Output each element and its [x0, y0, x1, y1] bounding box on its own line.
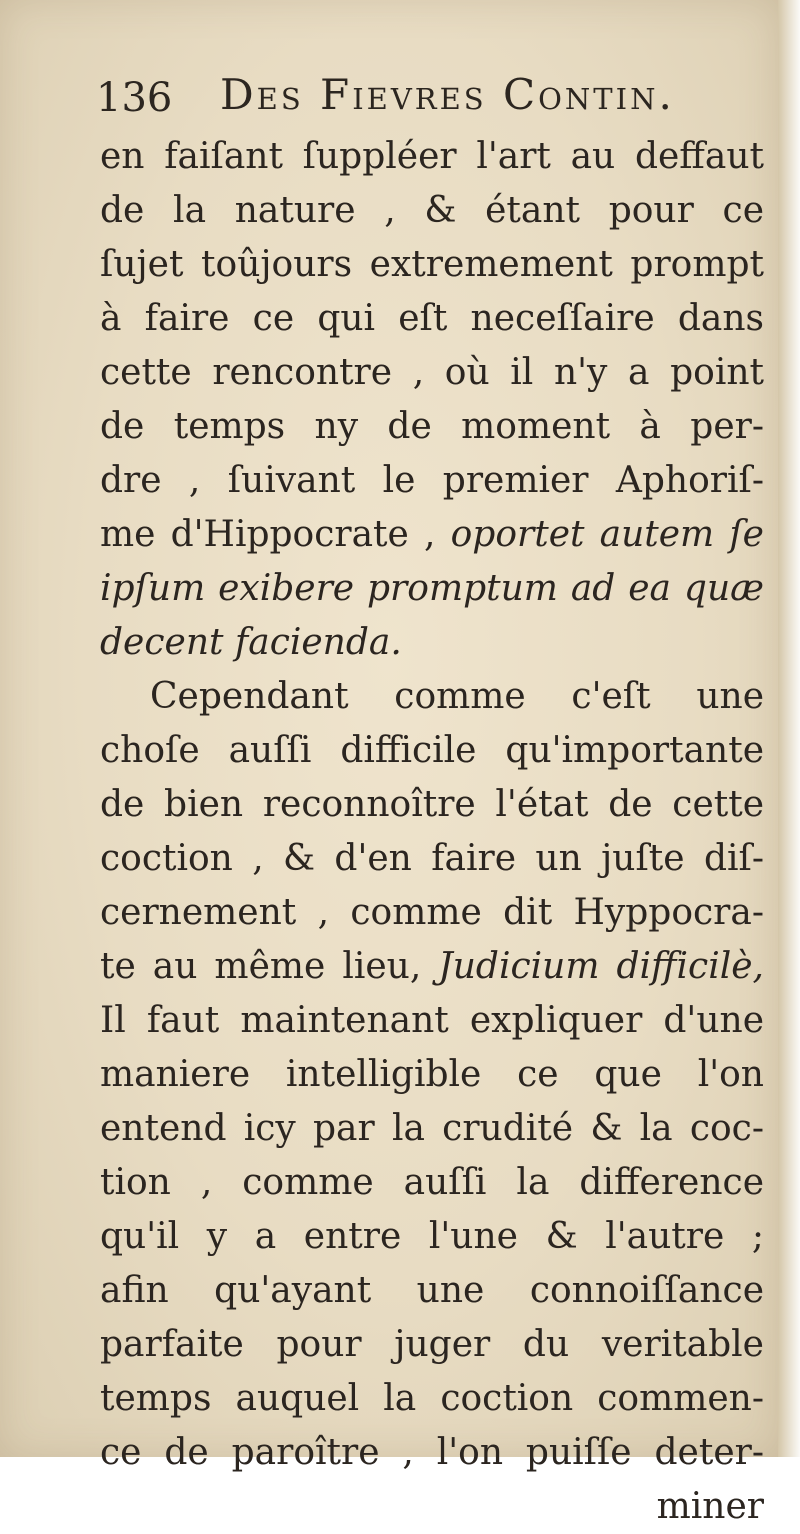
body-text — [100, 130, 764, 1534]
text-line: choſe auſſi difficile qu'importante — [100, 730, 764, 771]
text-line: afin qu'ayant une connoiſſance — [100, 1270, 764, 1311]
text-line-italic: ipſum exibere promptum ad ea quæ — [100, 568, 764, 609]
text-line-mixed — [100, 940, 764, 994]
text-line: dre , ſuivant le premier Aphoriſ- — [100, 460, 764, 501]
text-line: de bien reconnoître l'état de cette — [100, 784, 764, 825]
text-line: de la nature , & étant pour ce — [100, 190, 764, 231]
page-edge-shadow — [778, 0, 800, 1457]
page-number: 136 — [96, 75, 173, 121]
paragraph-start: Cependant comme c'eſt une — [150, 676, 764, 717]
text-line: coction , & d'en faire un juſte diſ- — [100, 838, 764, 879]
text-line: Il faut maintenant expliquer d'une — [100, 1000, 764, 1041]
text-line: maniere intelligible ce que l'on — [100, 1054, 764, 1095]
text-line-italic: decent facienda. — [100, 622, 402, 663]
page-header — [96, 66, 736, 130]
text-roman: te au même lieu, — [100, 946, 422, 987]
text-line: à faire ce qui eſt neceſſaire dans — [100, 298, 764, 339]
text-line: ſujet toûjours extremement prompt — [100, 244, 764, 285]
text-line: ce de paroître , l'on puiſſe deter- — [100, 1432, 764, 1473]
text-line: qu'il y a entre l'une & l'autre ; — [100, 1216, 764, 1257]
catchword: miner — [656, 1486, 764, 1527]
text-line: entend icy par la crudité & la coc- — [100, 1108, 764, 1149]
text-italic: Judicium difficilè, — [438, 946, 764, 987]
running-head: Des Fievres Contin. — [220, 70, 675, 119]
text-line-mixed — [100, 508, 764, 562]
text-line: de temps ny de moment à per- — [100, 406, 764, 447]
text-line: parfaite pour juger du veritable — [100, 1324, 764, 1365]
text-line: cette rencontre , où il n'y a point — [100, 352, 764, 393]
text-line: temps auquel la coction commen- — [100, 1378, 764, 1419]
text-roman: me d'Hippocrate , — [100, 514, 436, 555]
text-line: cernement , comme dit Hyppocra- — [100, 892, 764, 933]
text-italic: oportet autem ſe — [450, 514, 764, 555]
text-line: en faiſant ſuppléer l'art au deffaut — [100, 136, 764, 177]
text-line: tion , comme auſſi la difference — [100, 1162, 764, 1203]
